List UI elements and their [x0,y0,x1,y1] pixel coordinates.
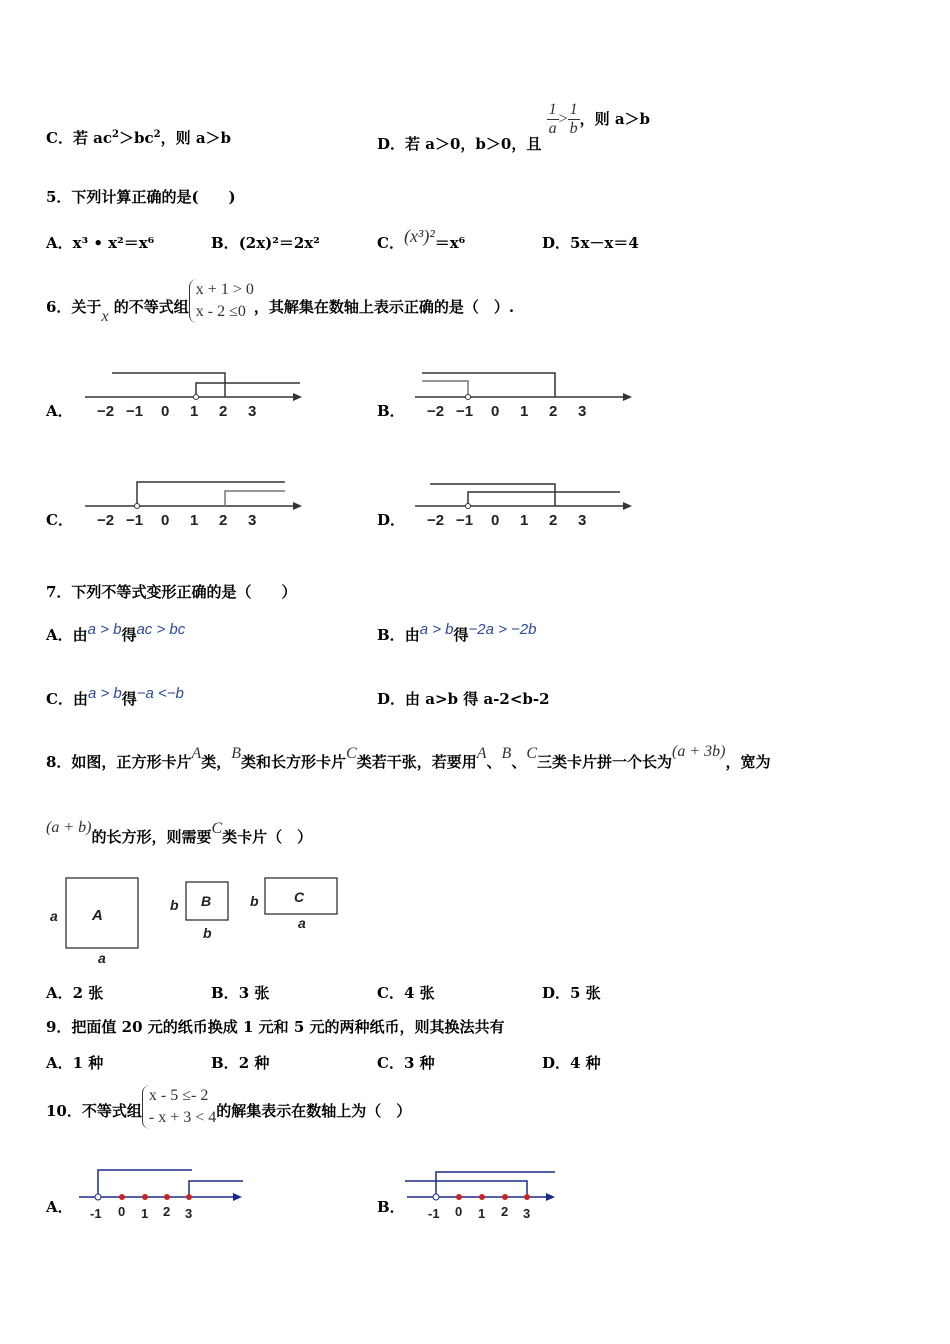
q4-option-c-a: 若 ac [72,129,113,147]
axis-tick-label: 3 [523,1206,531,1221]
q6-axis-a [80,365,310,425]
q9-option-b: B．2 种 [211,1054,270,1072]
axis-tick-label: 1 [190,403,199,420]
axis-tick-label: 0 [118,1204,126,1219]
q10-stem: 10．不等式组x - 5 ≤- 2 - x + 3 < 4的解集表示在数轴上为（ ） [46,1085,411,1129]
axis-tick-label: 3 [578,403,587,420]
q5-option-b: B．(2x)²＝2x² [211,234,320,252]
q5-stem: 5．下列计算正确的是( ) [46,188,236,206]
q10-axis-b [403,1160,583,1225]
axis-tick-label: 3 [248,403,257,420]
axis-tick-label: 1 [520,512,529,529]
axis-tick-label: −2 [97,512,115,529]
axis-tick-label: 2 [219,403,228,420]
axis-tick-label: 3 [248,512,257,529]
axis-tick-label: 0 [491,512,500,529]
q4-gt: > [558,110,568,128]
q6-option-c-label: C． [46,511,73,529]
axis-tick-label: 0 [161,512,170,529]
q8-option-c: C．4 张 [377,984,435,1002]
q9-option-d: D．4 种 [542,1054,601,1072]
q5-option-c: C．(x³)²＝x⁶ [377,226,466,252]
card-a-side-a: a [50,908,58,924]
q6-system: x + 1 > 0 x - 2 ≤0 [189,279,254,323]
axis-tick-label: 1 [478,1206,486,1221]
axis-tick-label: 2 [549,512,558,529]
q8-stem-line1: 8．如图，正方形卡片A类，B类和长方形卡片C类若干张，若要用A、B、C三类卡片拼一个长为(a + 3b)，宽为 [46,743,771,771]
q6-axis-c [80,474,310,534]
axis-tick-label: 3 [578,512,587,529]
q4-option-c-label: C． [46,129,73,147]
q7-option-a: A．由a > b得ac > bc [46,621,186,644]
q7-option-c: C．由a > b得−a <−b [46,685,184,708]
q6-option-d-label: D． [377,511,406,529]
axis-tick-label: 0 [491,403,500,420]
axis-tick-label: 2 [219,512,228,529]
q4-option-d [377,101,651,153]
q4-frac-b: $\frac{1}{b}$ [569,101,578,137]
axis-tick-label: 3 [185,1206,193,1221]
q6-option-b-label: B． [377,402,405,420]
q7-option-b: B．由a > b得−2a > −2b [377,621,537,644]
axis-tick-label: -1 [90,1206,102,1221]
q6-stem: 6．关于x 的不等式组x + 1 > 0 x - 2 ≤0 ，其解集在数轴上表示正确的是（ ）. [46,281,515,325]
card-b-letter: B [201,893,212,909]
axis-tick-label: −2 [97,403,115,420]
q10-option-b-label: B． [377,1198,405,1216]
axis-tick-label: −1 [456,512,474,529]
q4-option-d-b: ，则 a＞b [579,109,651,128]
q10-axis-a [75,1160,255,1225]
card-c-side-b: b [250,893,259,909]
card-b-side-b: b [170,897,179,913]
q10-option-a-label: A． [46,1198,73,1216]
axis-tick-label: 1 [520,403,529,420]
axis-tick-label: 2 [501,1204,509,1219]
q4-option-c-b: ＞bc [119,129,154,147]
axis-tick-label: -1 [428,1206,440,1221]
q6-axis-d [410,474,640,534]
axis-tick-label: 1 [190,512,199,529]
q9-stem: 9．把面值 20 元的纸币换成 1 元和 5 元的两种纸币，则其换法共有 [46,1018,505,1036]
q4-option-d-label: D． [377,134,406,153]
axis-tick-label: −2 [427,403,445,420]
axis-tick-label: 0 [161,403,170,420]
q6-option-a-label: A． [46,402,73,420]
q8-cards-figure [46,868,356,968]
q8-option-d: D．5 张 [542,984,601,1002]
card-c-bottom-a: a [298,915,306,931]
axis-tick-label: 2 [163,1204,171,1219]
axis-tick-label: −1 [456,403,474,420]
axis-tick-label: −1 [126,403,144,420]
axis-tick-label: 0 [455,1204,463,1219]
q7-option-d: D．由 a>b 得 a-2<b-2 [377,690,550,708]
q8-option-b: B．3 张 [211,984,270,1002]
q4-option-d-a: 若 a＞0，b＞0，且 [405,134,542,153]
q8-stem-line2: (a + b)的长方形，则需要C类卡片（ ） [46,819,313,846]
q4-option-c: C．若 $ac^2>bc^2$，则 a＞b [46,129,232,147]
card-a-letter: A [92,907,103,924]
q4-option-c-c: ，则 a＞b [160,129,232,147]
axis-tick-label: −1 [126,512,144,529]
q8-option-a: A．2 张 [46,984,104,1002]
axis-tick-label: −2 [427,512,445,529]
q4-frac-a: $\frac{1}{a}$ [548,101,557,137]
q5-option-a: A．x³ • x²＝x⁶ [46,234,155,252]
axis-tick-label: 1 [141,1206,149,1221]
q10-system: x - 5 ≤- 2 - x + 3 < 4 [142,1085,216,1129]
card-b-bottom-b: b [203,925,212,941]
q6-axis-b [410,365,640,425]
q9-option-c: C．3 种 [377,1054,435,1072]
q7-stem: 7．下列不等式变形正确的是（ ） [46,583,297,601]
q5-option-d: D．5x－x＝4 [542,234,639,252]
card-a-bottom-a: a [98,950,106,966]
axis-tick-label: 2 [549,403,558,420]
card-c-letter: C [294,889,305,905]
q9-option-a: A．1 种 [46,1054,104,1072]
